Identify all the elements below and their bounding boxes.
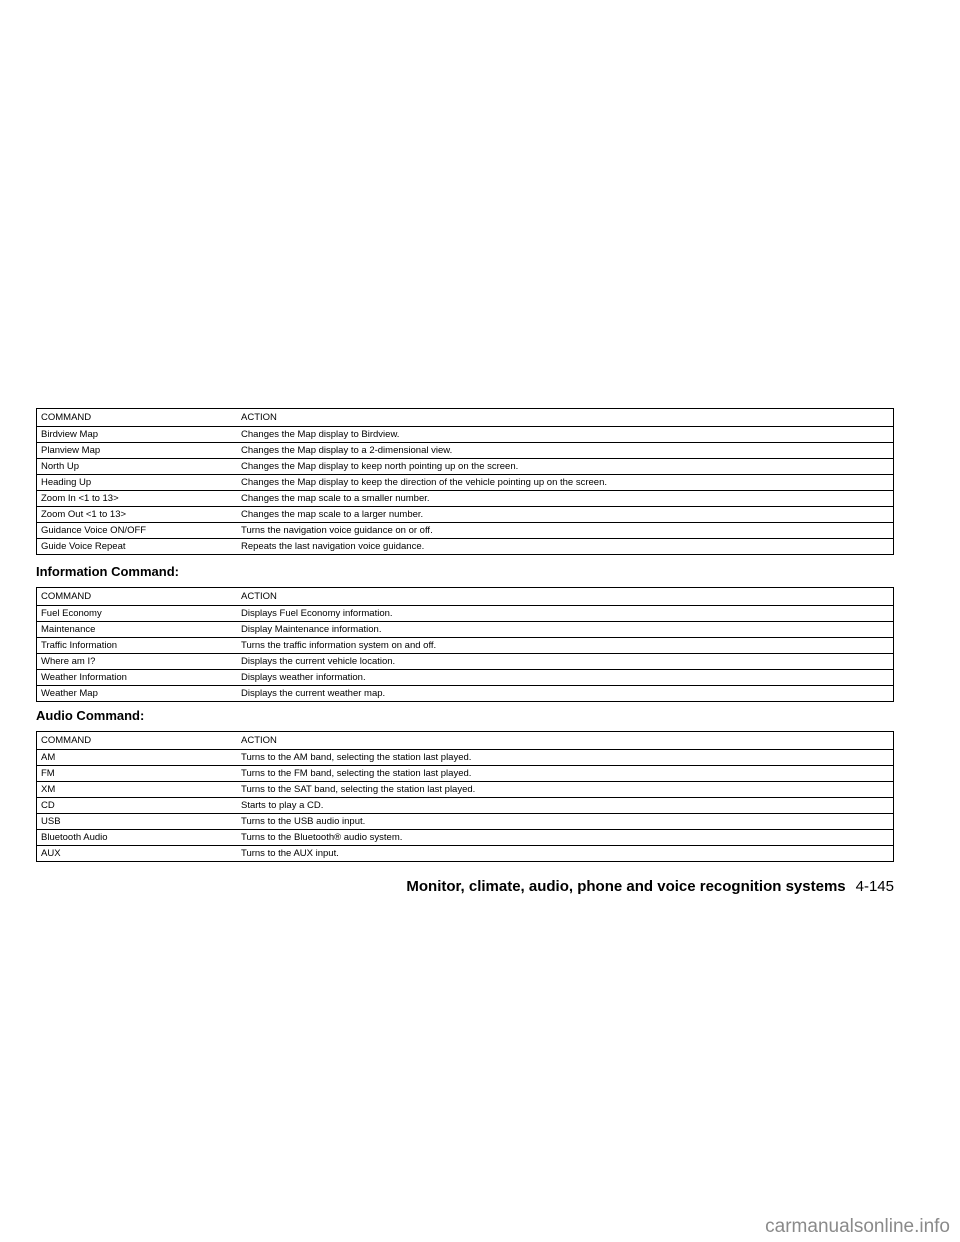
table-header-row bbox=[37, 588, 894, 606]
table-row bbox=[37, 507, 894, 523]
action-column-header: ACTION bbox=[237, 588, 894, 606]
command-cell: CD bbox=[37, 798, 238, 814]
command-cell: North Up bbox=[37, 459, 238, 475]
action-column-header: ACTION bbox=[237, 732, 894, 750]
action-cell: Displays weather information. bbox=[237, 670, 894, 686]
command-cell: Weather Map bbox=[37, 686, 238, 702]
action-cell: Turns the traffic information system on and off. bbox=[237, 638, 894, 654]
action-cell: Turns to the FM band, selecting the station last played. bbox=[237, 766, 894, 782]
command-cell: Traffic Information bbox=[37, 638, 238, 654]
action-cell: Turns to the USB audio input. bbox=[237, 814, 894, 830]
command-cell: Guide Voice Repeat bbox=[37, 539, 238, 555]
table-row bbox=[37, 638, 894, 654]
action-cell: Turns to the AUX input. bbox=[237, 846, 894, 862]
action-cell: Displays Fuel Economy information. bbox=[237, 606, 894, 622]
chapter-title: Monitor, climate, audio, phone and voice recognition systems bbox=[406, 878, 846, 895]
action-cell: Repeats the last navigation voice guidance. bbox=[237, 539, 894, 555]
table-row bbox=[37, 606, 894, 622]
information-command-heading: Information Command: bbox=[36, 564, 179, 579]
command-cell: Guidance Voice ON/OFF bbox=[37, 523, 238, 539]
action-cell: Changes the Map display to keep the direction of the vehicle pointing up on the screen. bbox=[237, 475, 894, 491]
navigation-command-table bbox=[36, 408, 894, 555]
command-cell: Zoom Out <1 to 13> bbox=[37, 507, 238, 523]
page-footer bbox=[406, 877, 894, 897]
command-cell: FM bbox=[37, 766, 238, 782]
action-cell: Display Maintenance information. bbox=[237, 622, 894, 638]
action-cell: Changes the map scale to a smaller number. bbox=[237, 491, 894, 507]
command-column-header: COMMAND bbox=[37, 409, 238, 427]
action-column-header: ACTION bbox=[237, 409, 894, 427]
command-cell: AM bbox=[37, 750, 238, 766]
table-row bbox=[37, 846, 894, 862]
table-row bbox=[37, 798, 894, 814]
command-cell: Birdview Map bbox=[37, 427, 238, 443]
command-cell: USB bbox=[37, 814, 238, 830]
table-row bbox=[37, 523, 894, 539]
command-cell: Fuel Economy bbox=[37, 606, 238, 622]
command-cell: Maintenance bbox=[37, 622, 238, 638]
table-row bbox=[37, 427, 894, 443]
page-number: 4-145 bbox=[855, 878, 894, 895]
table-row bbox=[37, 750, 894, 766]
action-cell: Displays the current weather map. bbox=[237, 686, 894, 702]
action-cell: Turns to the AM band, selecting the station last played. bbox=[237, 750, 894, 766]
audio-command-heading: Audio Command: bbox=[36, 708, 145, 723]
action-cell: Turns to the Bluetooth® audio system. bbox=[237, 830, 894, 846]
site-watermark: carmanualsonline.info bbox=[765, 1216, 950, 1237]
table-row bbox=[37, 782, 894, 798]
table-row bbox=[37, 654, 894, 670]
command-cell: Planview Map bbox=[37, 443, 238, 459]
table-header-row bbox=[37, 732, 894, 750]
table-row bbox=[37, 766, 894, 782]
command-cell: AUX bbox=[37, 846, 238, 862]
table-row bbox=[37, 830, 894, 846]
command-cell: XM bbox=[37, 782, 238, 798]
audio-command-table bbox=[36, 731, 894, 862]
command-cell: Where am I? bbox=[37, 654, 238, 670]
table-row bbox=[37, 814, 894, 830]
action-cell: Starts to play a CD. bbox=[237, 798, 894, 814]
table-header-row bbox=[37, 409, 894, 427]
table-row bbox=[37, 475, 894, 491]
command-cell: Bluetooth Audio bbox=[37, 830, 238, 846]
action-cell: Turns the navigation voice guidance on or off. bbox=[237, 523, 894, 539]
action-cell: Changes the Map display to a 2-dimensional view. bbox=[237, 443, 894, 459]
table-row bbox=[37, 443, 894, 459]
command-column-header: COMMAND bbox=[37, 588, 238, 606]
information-command-table bbox=[36, 587, 894, 702]
command-cell: Heading Up bbox=[37, 475, 238, 491]
action-cell: Turns to the SAT band, selecting the station last played. bbox=[237, 782, 894, 798]
action-cell: Changes the map scale to a larger number. bbox=[237, 507, 894, 523]
table-row bbox=[37, 539, 894, 555]
action-cell: Changes the Map display to Birdview. bbox=[237, 427, 894, 443]
action-cell: Changes the Map display to keep north pointing up on the screen. bbox=[237, 459, 894, 475]
table-row bbox=[37, 686, 894, 702]
command-cell: Zoom In <1 to 13> bbox=[37, 491, 238, 507]
table-row bbox=[37, 622, 894, 638]
table-row bbox=[37, 459, 894, 475]
command-cell: Weather Information bbox=[37, 670, 238, 686]
action-cell: Displays the current vehicle location. bbox=[237, 654, 894, 670]
command-column-header: COMMAND bbox=[37, 732, 238, 750]
table-row bbox=[37, 670, 894, 686]
table-row bbox=[37, 491, 894, 507]
